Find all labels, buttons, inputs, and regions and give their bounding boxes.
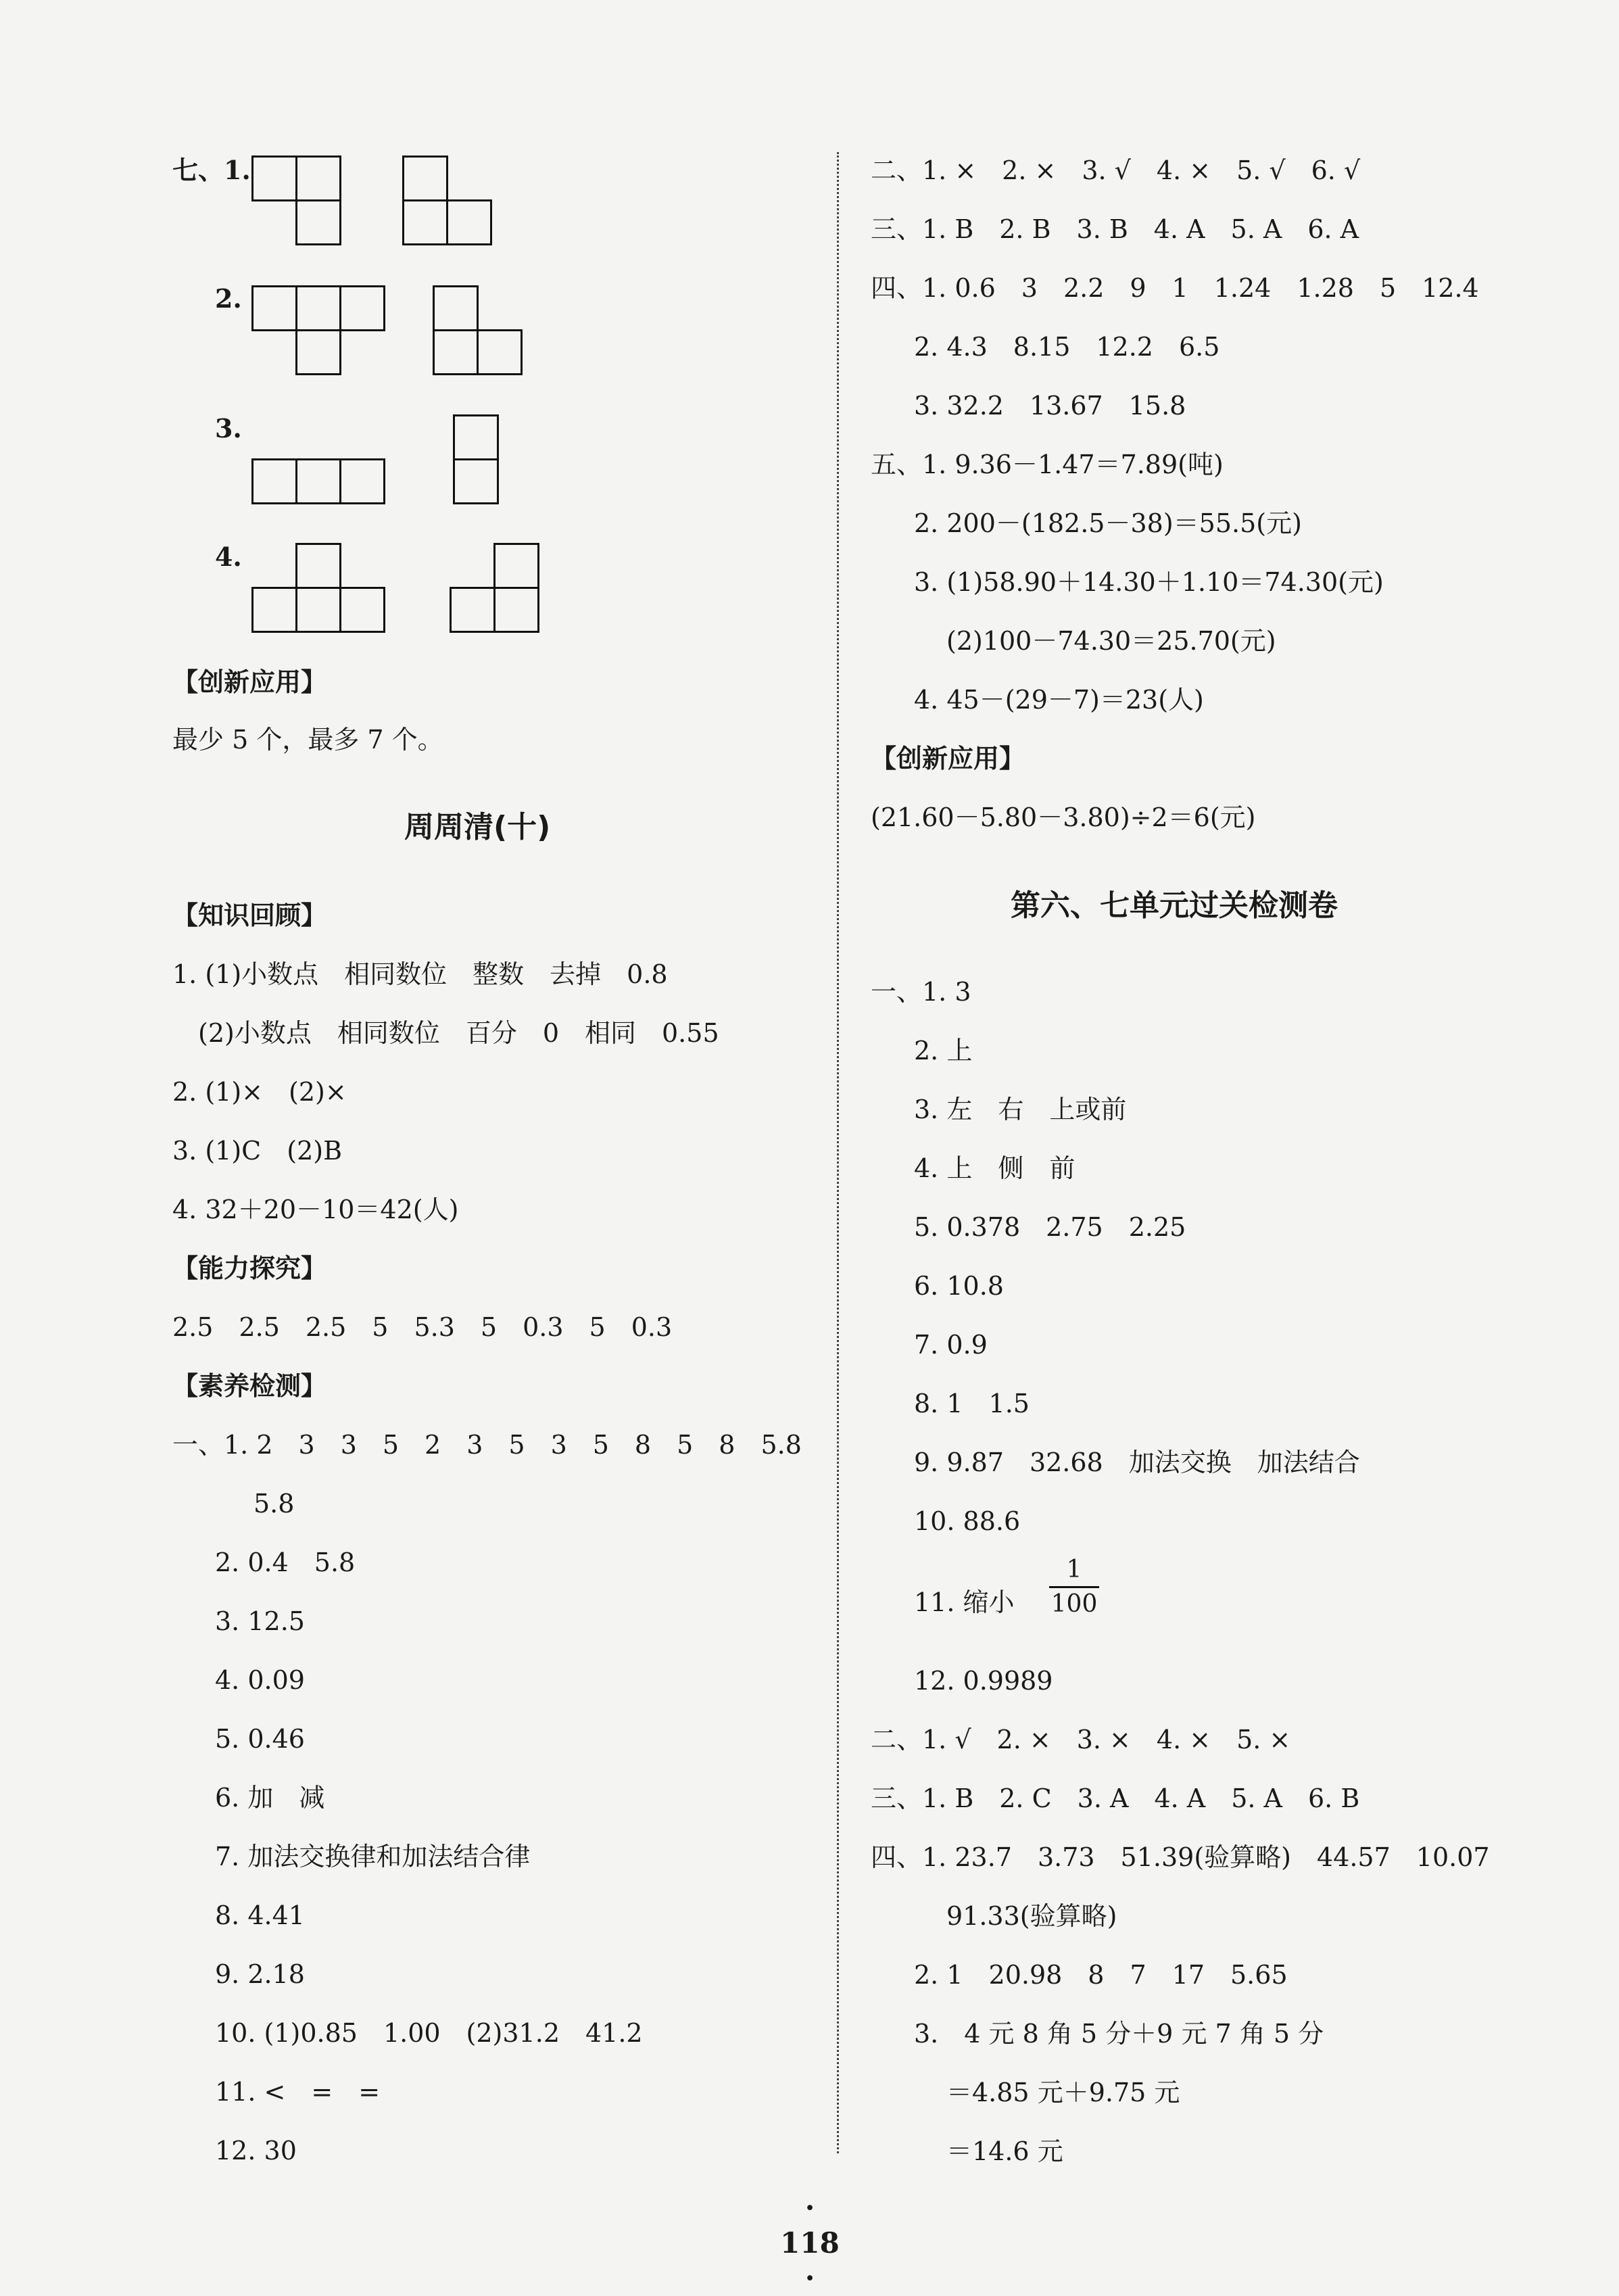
right-section-title: 第六、七单元过关检测卷 <box>1011 888 1338 923</box>
unit-test-line: 7. 0.9 <box>914 1330 988 1360</box>
q7-2-label: 2. <box>215 283 242 314</box>
quality-line: 12. 30 <box>215 2136 297 2166</box>
left-section-title: 周周清(十) <box>404 810 551 844</box>
unit-test-line: 2. 上 <box>914 1036 973 1066</box>
quality-line: 一、1. 2 3 3 5 2 3 5 3 5 8 5 8 5.8 <box>172 1430 802 1460</box>
right-line: (2)100－74.30＝25.70(元) <box>946 626 1276 656</box>
review-line: 4. 32＋20－10＝42(人) <box>172 1195 459 1224</box>
quality-line: 7. 加法交换律和加法结合律 <box>215 1842 531 1871</box>
quality-line: 2. 0.4 5.8 <box>215 1548 356 1577</box>
right-line: 三、1. B 2. B 3. B 4. A 5. A 6. A <box>871 214 1359 244</box>
unit-test-line: ＝4.85 元＋9.75 元 <box>946 2078 1180 2107</box>
q7-label: 七、1. <box>172 155 251 185</box>
right-line: 二、1. × 2. × 3. √ 4. × 5. √ 6. √ <box>871 156 1361 185</box>
q11-prefix: 11. 缩小 <box>914 1587 1015 1617</box>
left-innovation-answer: 最少 5 个，最多 7 个。 <box>172 725 443 755</box>
unit-test-line: 9. 9.87 32.68 加法交换 加法结合 <box>914 1448 1360 1477</box>
unit-test-line: 10. 88.6 <box>914 1506 1021 1536</box>
quality-line: 11. < = = <box>215 2077 381 2107</box>
q7-4-label: 4. <box>215 542 242 572</box>
right-line: 4. 45－(29－7)＝23(人) <box>914 685 1204 715</box>
review-line: 1. (1)小数点 相同数位 整数 去掉 0.8 <box>172 959 668 989</box>
review-heading: 【知识回顾】 <box>172 901 327 930</box>
unit-test-line: ＝14.6 元 <box>946 2136 1063 2166</box>
q12-answer: 12. 0.9989 <box>914 1666 1053 1696</box>
unit-test-line: 一、1. 3 <box>871 977 971 1007</box>
quality-line: 10. (1)0.85 1.00 (2)31.2 41.2 <box>215 2018 643 2048</box>
quality-heading: 【素养检测】 <box>172 1371 327 1401</box>
unit-test-line: 4. 上 侧 前 <box>914 1153 1076 1183</box>
right-line: 3. 32.2 13.67 15.8 <box>914 391 1186 421</box>
unit-test-line: 91.33(验算略) <box>946 1901 1117 1931</box>
quality-line: 9. 2.18 <box>215 1959 305 1989</box>
unit-test-line: 8. 1 1.5 <box>914 1389 1030 1418</box>
quality-line: 8. 4.41 <box>215 1900 305 1930</box>
right-line: 2. 4.3 8.15 12.2 6.5 <box>914 332 1220 362</box>
quality-line: 5. 0.46 <box>215 1724 305 1754</box>
right-line: 五、1. 9.36－1.47＝7.89(吨) <box>871 450 1224 479</box>
unit-test-line: 3. 左 右 上或前 <box>914 1095 1127 1124</box>
q7-3-label: 3. <box>215 413 242 444</box>
unit-test-line: 二、1. √ 2. × 3. × 4. × 5. × <box>871 1725 1291 1754</box>
unit-test-line: 5. 0.378 2.75 2.25 <box>914 1212 1186 1242</box>
unit-test-line: 2. 1 20.98 8 7 17 5.65 <box>914 1960 1288 1990</box>
ability-answer: 2.5 2.5 2.5 5 5.3 5 0.3 5 0.3 <box>172 1312 673 1342</box>
unit-test-line: 四、1. 23.7 3.73 51.39(验算略) 44.57 10.07 <box>871 1842 1490 1872</box>
right-innovation-heading: 【创新应用】 <box>871 744 1025 773</box>
unit-test-line: 三、1. B 2. C 3. A 4. A 5. A 6. B <box>871 1784 1360 1813</box>
quality-line: 6. 加 减 <box>215 1783 325 1813</box>
review-line: (2)小数点 相同数位 百分 0 相同 0.55 <box>172 1018 719 1048</box>
quality-line: 5.8 <box>253 1489 295 1518</box>
fraction-denominator: 100 <box>1050 1590 1098 1618</box>
right-innovation-answer: (21.60－5.80－3.80)÷2＝6(元) <box>871 803 1256 832</box>
right-line: 2. 200－(182.5－38)＝55.5(元) <box>914 508 1302 538</box>
right-line: 3. (1)58.90＋14.30＋1.10＝74.30(元) <box>914 567 1384 597</box>
fraction-numerator: 1 <box>1066 1556 1082 1583</box>
review-line: 3. (1)C (2)B <box>172 1136 342 1166</box>
quality-line: 4. 0.09 <box>215 1665 305 1695</box>
right-line: 四、1. 0.6 3 2.2 9 1 1.24 1.28 5 12.4 <box>871 273 1479 303</box>
unit-test-line: 3. 4 元 8 角 5 分＋9 元 7 角 5 分 <box>914 2019 1324 2049</box>
page-number: · 118 · <box>780 2191 840 2295</box>
column-divider <box>837 152 839 2153</box>
unit-test-line: 6. 10.8 <box>914 1271 1004 1301</box>
quality-line: 3. 12.5 <box>215 1606 305 1636</box>
ability-heading: 【能力探究】 <box>172 1253 327 1283</box>
fraction-one-hundredth <box>1049 1555 1099 1619</box>
left-innovation-heading: 【创新应用】 <box>172 667 327 697</box>
review-line: 2. (1)× (2)× <box>172 1077 347 1107</box>
